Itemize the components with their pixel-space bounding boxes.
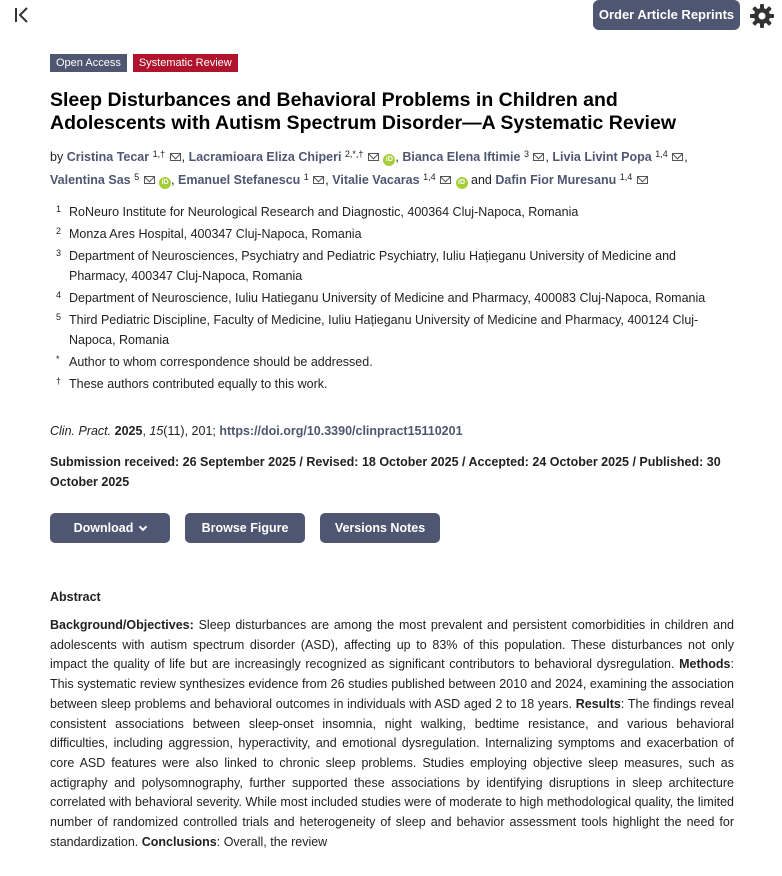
email-icon[interactable] <box>672 153 683 161</box>
affiliation-mark: 3 <box>56 248 62 258</box>
affiliation-item <box>50 352 734 372</box>
email-icon[interactable] <box>637 176 648 184</box>
abstract-conclusions-text: : Overall, the review <box>216 834 328 849</box>
citation-volume: 15 <box>149 424 164 438</box>
affiliation-mark: 4 <box>56 290 62 300</box>
collapse-sidebar-icon[interactable] <box>12 5 32 25</box>
article-badges <box>50 54 734 72</box>
affiliation-item <box>50 246 734 286</box>
affiliation-text: Third Pediatric Discipline, Faculty of Medicine, Iuliu Hațieganu University of Medicine and Pharmacy, 400124 Cluj-Napoca, Romania <box>69 313 699 347</box>
author-link[interactable]: Emanuel Stefanescu <box>178 173 301 187</box>
author-affiliation-sup: 2,*,† <box>344 149 364 159</box>
author-list: by Cristina Tecar $^{1,\dagger}$ , Lacramioara Eliza Chiperi $^{2,*,\dagger}$ iD , Bianca Elena Iftimie $^3$ , Livia Livint Popa $^{1,4}$ , Valentina Sas $^5$ iD , Emanuel Stefanescu $^1$ , Vitalie Vacaras $^{1,4}$ iD and Dafin Fior Muresanu $^{1,4}$ <box>50 149 688 187</box>
affiliation-text: RoNeuro Institute for Neurological Research and Diagnostic, 400364 Cluj-Napoca, Romania <box>69 205 579 219</box>
top-bar <box>0 0 782 32</box>
author-affiliation-sup: 1,4 <box>655 149 668 159</box>
affiliation-text: Author to whom correspondence should be addressed. <box>69 355 373 369</box>
affiliation-text: These authors contributed equally to this work. <box>69 377 328 391</box>
abstract-conclusions-label: Conclusions <box>141 834 217 849</box>
affiliation-item <box>50 202 734 222</box>
email-icon[interactable] <box>533 153 544 161</box>
abstract-methods-label: Methods <box>679 657 731 672</box>
article-title: Sleep Disturbances and Behavioral Problems in Children and Adolescents with Autism Spectrum Disorder—A Systematic Review <box>50 89 676 134</box>
download-button[interactable] <box>50 513 170 543</box>
email-icon[interactable] <box>170 153 181 161</box>
affiliation-text: Department of Neurosciences, Psychiatry and Pediatric Psychiatry, Iuliu Hațieganu University of Medicine and Pharmacy, 400347 Cluj-Napoca, Romania <box>69 249 676 283</box>
orcid-icon[interactable]: iD <box>456 177 468 189</box>
author-affiliation-sup: 1 <box>303 172 309 182</box>
affiliation-text: Monza Ares Hospital, 400347 Cluj-Napoca, Romania <box>69 227 362 241</box>
citation-issue: (11), 201; <box>163 424 216 438</box>
abstract-bg-label: Background/Objectives: <box>50 618 194 632</box>
article-dates: Submission received: 26 September 2025 / Revised: 18 October 2025 / Accepted: 24 October 2025 / Published: 30 October 2025 <box>50 455 721 489</box>
author-affiliation-sup: 5 <box>134 172 140 182</box>
affiliation-item <box>50 310 734 350</box>
and-label: and <box>471 173 492 187</box>
affiliation-text: Department of Neuroscience, Iuliu Hatieganu University of Medicine and Pharmacy, 400083 Cluj-Napoca, Romania <box>69 291 706 305</box>
by-label: by <box>50 150 64 164</box>
browse-figure-button[interactable]: Browse Figure <box>185 513 305 543</box>
open-access-badge: Open Access <box>50 54 127 72</box>
email-icon[interactable] <box>440 176 451 184</box>
abstract-methods-text: : This systematic review synthesizes evidence from 26 studies published between 2010 and 2024, examining the association between sleep problems and behavioral outcomes in individuals with ASD aged 2 to 18 years. <box>50 657 734 711</box>
affiliation-mark: 2 <box>56 226 62 236</box>
affiliation-mark: † <box>56 376 62 386</box>
abstract-results-label: Results <box>575 696 621 711</box>
citation: Clin. Pract. 2025, 15(11), 201; https://doi.org/10.3390/clinpract15110201 <box>50 424 463 438</box>
affiliation-mark: 1 <box>56 204 62 214</box>
affiliation-list <box>50 202 734 394</box>
affiliation-mark: * <box>56 354 60 364</box>
article-actions <box>50 513 734 543</box>
download-label: Download <box>73 521 134 535</box>
author-affiliation-sup: 3 <box>523 149 529 159</box>
chevron-down-icon <box>139 523 147 531</box>
abstract-text <box>50 616 734 852</box>
affiliation-item <box>50 374 734 394</box>
article-content <box>50 54 734 852</box>
orcid-icon[interactable]: iD <box>159 177 171 189</box>
abstract-heading: Abstract <box>50 590 101 604</box>
email-icon[interactable] <box>313 176 324 184</box>
citation-year: 2025 <box>114 424 143 438</box>
affiliation-item <box>50 288 734 308</box>
author-affiliation-sup: 1,4 <box>619 172 633 182</box>
author-link[interactable]: Lacramioara Eliza Chiperi <box>188 150 342 164</box>
orcid-icon[interactable]: iD <box>383 154 395 166</box>
author-link[interactable]: Dafin Fior Muresanu <box>495 173 617 187</box>
affiliation-item <box>50 224 734 244</box>
affiliation-mark: 5 <box>56 312 62 322</box>
abstract-results-text: : The findings reveal consistent associations between sleep-onset insomnia, night walking, bedtime resistance, and various behavioral difficulties, including aggression, hyperactivity, and emotional dysregulation. Internalizing symptoms and exacerbation of core ASD features were also linked to chronic sleep problems. Studies employing objective sleep measures, such as actigraphy and polysomnography, further supported these associations by identifying disruptions in sleep architecture correlated with behavioral severity. While most included studies were of moderate to high methodological quality, the limited number of randomized controlled trials and heterogeneity of sleep and behavior assessment tools highlight the need for standardization. <box>50 696 734 849</box>
email-icon[interactable] <box>144 176 155 184</box>
article-type-badge: Systematic Review <box>133 54 238 72</box>
versions-notes-button[interactable]: Versions Notes <box>320 513 440 543</box>
gear-icon[interactable] <box>749 3 775 29</box>
author-affiliation-sup: 1,4 <box>423 172 436 182</box>
author-link[interactable]: Valentina Sas <box>50 173 131 187</box>
author-link[interactable]: Livia Livint Popa <box>552 150 652 164</box>
email-icon[interactable] <box>368 153 379 161</box>
order-reprints-button[interactable]: Order Article Reprints <box>593 0 740 30</box>
author-affiliation-sup: 1,† <box>152 149 166 159</box>
doi-link[interactable]: https://doi.org/10.3390/clinpract15110201 <box>219 424 463 438</box>
author-link[interactable]: Cristina Tecar <box>66 150 150 164</box>
abstract-bg-text: Sleep disturbances are among the most prevalent and persistent comorbidities in children and adolescents with autism spectrum disorder (ASD), affecting up to 83% of this population. These disturbances not only impact the quality of life but are increasingly recognized as significant contributors to behavioral dysregulation. <box>50 618 734 672</box>
journal-name: Clin. Pract. <box>50 424 112 438</box>
author-link[interactable]: Vitalie Vacaras <box>332 173 420 187</box>
author-link[interactable]: Bianca Elena Iftimie <box>402 150 521 164</box>
